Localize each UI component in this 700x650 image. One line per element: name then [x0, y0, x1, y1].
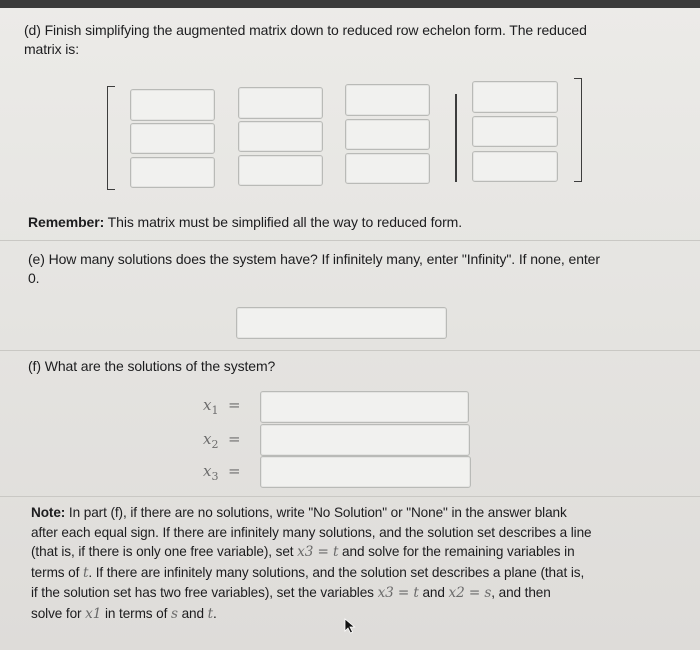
matrix-right-bracket: [574, 78, 582, 182]
math-x3-equals-t-2: x3 = t: [377, 585, 419, 602]
x1-sub: 1: [211, 404, 219, 417]
section-divider-2: [0, 350, 700, 351]
remember-note: [28, 213, 462, 232]
note-block: [31, 503, 592, 625]
note-line-5b: and: [418, 585, 449, 601]
matrix-cell-r1-c1[interactable]: [130, 89, 215, 121]
math-t-2: t: [207, 605, 213, 622]
note-line-6b: in terms of: [101, 605, 171, 621]
note-line-6a: solve for: [31, 605, 86, 621]
math-s: s: [171, 605, 178, 622]
matrix-left-bracket: [107, 86, 115, 190]
part-e-prompt: [28, 250, 600, 288]
note-line-4b: . If there are infinitely many solutions, and the solution set describes a plane (that is,: [88, 564, 585, 580]
matrix-cell-r1-c4[interactable]: [472, 81, 558, 113]
x1-equals: =: [228, 396, 241, 414]
note-line-3a: (that is, if there is only one free variable), set: [31, 544, 298, 560]
solutions-count-input[interactable]: [236, 307, 447, 339]
x3-var: x: [203, 462, 212, 480]
x1-var: x: [203, 396, 212, 414]
note-line-4: [31, 563, 592, 584]
section-divider-3: [0, 496, 700, 497]
x2-equals: =: [228, 430, 241, 448]
x2-label: [203, 430, 241, 451]
note-line-6c: and: [177, 605, 208, 621]
matrix-cell-r2-c1[interactable]: [130, 123, 215, 154]
part-e-line-1: (e) How many solutions does the system have? If infinitely many, enter "Infinity". If none, enter: [28, 251, 600, 267]
window-top-strip: [0, 0, 700, 8]
note-line-5: [31, 583, 592, 604]
x3-sub: 3: [211, 470, 219, 483]
part-d-line-1: (d) Finish simplifying the augmented matrix down to reduced row echelon form. The reduced: [24, 22, 587, 38]
matrix-cell-r3-c1[interactable]: [130, 157, 215, 188]
x2-answer-input[interactable]: [260, 424, 470, 456]
augment-divider: [455, 94, 457, 182]
part-f-prompt: (f) What are the solutions of the system?: [28, 358, 276, 374]
math-x2-equals-s: x2 = s: [448, 585, 492, 602]
part-e-line-2: 0.: [28, 270, 40, 286]
matrix-cell-r1-c3[interactable]: [345, 84, 430, 116]
matrix-cell-r3-c2[interactable]: [238, 155, 323, 186]
x1-label: [203, 396, 241, 417]
note-line-5c: , and then: [491, 585, 551, 601]
x2-sub: 2: [211, 438, 219, 451]
x2-var: x: [203, 430, 212, 448]
math-x1: x1: [85, 605, 102, 622]
note-line-3: [31, 542, 592, 563]
note-line-2: after each equal sign. If there are infinitely many solutions, and the solution set describes a line: [31, 524, 592, 540]
matrix-cell-r3-c4[interactable]: [472, 151, 558, 182]
matrix-cell-r1-c2[interactable]: [238, 87, 323, 119]
section-divider-1: [0, 240, 700, 241]
remember-text: This matrix must be simplified all the way to reduced form.: [104, 214, 463, 230]
x3-answer-input[interactable]: [260, 456, 471, 488]
remember-label: Remember:: [28, 214, 105, 230]
note-line-3b: and solve for the remaining variables in: [338, 544, 575, 560]
part-d-line-2: matrix is:: [24, 41, 80, 57]
matrix-cell-r3-c3[interactable]: [345, 153, 430, 184]
matrix-cell-r2-c4[interactable]: [472, 116, 558, 147]
math-t: t: [82, 564, 89, 581]
math-x3-equals-t: x3 = t: [297, 544, 339, 561]
x1-answer-input[interactable]: [260, 391, 469, 423]
matrix-cell-r2-c3[interactable]: [345, 119, 430, 150]
note-line-6d: .: [213, 605, 217, 621]
matrix-cell-r2-c2[interactable]: [238, 121, 323, 152]
note-label: Note:: [31, 505, 66, 520]
note-line-1: In part (f), if there are no solutions, write "No Solution" or "None" in the answer blank: [65, 505, 567, 520]
note-line-5a: if the solution set has two free variables), set the variables: [31, 585, 378, 601]
x3-label: [203, 462, 241, 483]
note-line-6: [31, 604, 592, 625]
x3-equals: =: [228, 462, 241, 480]
part-d-prompt: [24, 21, 587, 59]
note-line-4a: terms of: [31, 564, 83, 580]
